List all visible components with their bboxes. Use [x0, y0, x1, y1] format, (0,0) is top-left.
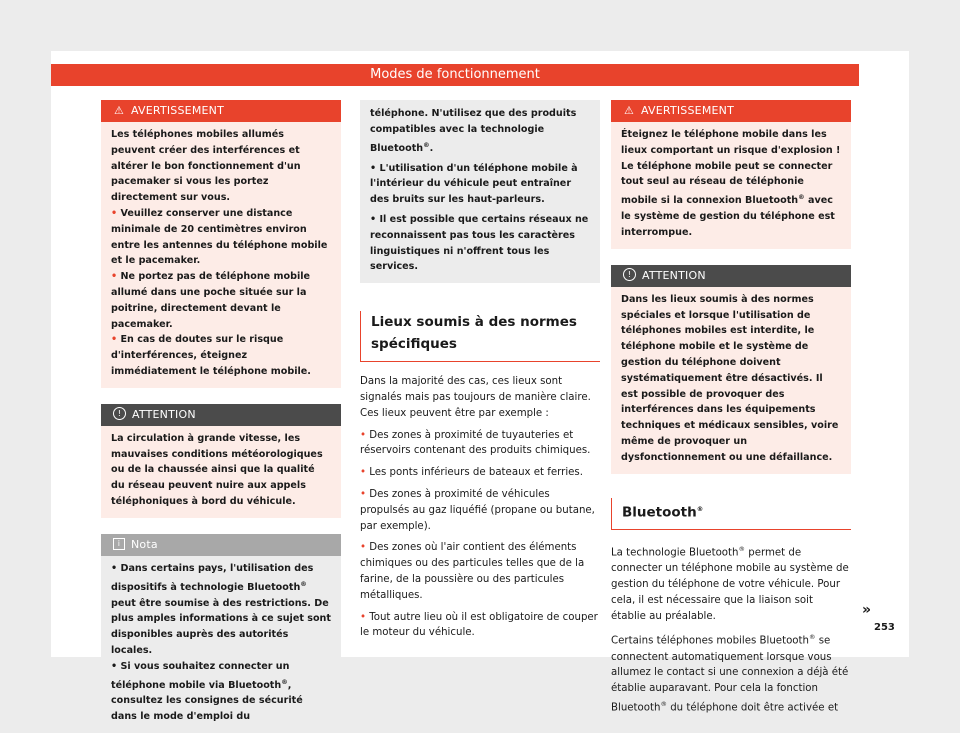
note-label: Nota: [131, 537, 158, 551]
page-header: Modes de fonctionnement: [51, 64, 859, 86]
bullet-icon: •: [111, 207, 121, 219]
note-box: [101, 534, 341, 733]
info-icon: i: [113, 538, 125, 550]
note-continued-body: [360, 100, 600, 283]
attention-label: ATTENTION: [642, 268, 706, 282]
bullet-icon: •: [360, 611, 370, 623]
attention-label: ATTENTION: [132, 407, 196, 421]
attention-header: [101, 404, 341, 426]
warning-bullet: • Ne portez pas de téléphone mobile allumé dans une poche située sur la poitrine, directement devant le pacemaker.: [111, 271, 311, 330]
bullet-icon: •: [360, 542, 370, 554]
bullet-icon: •: [370, 162, 380, 174]
warning-label: AVERTISSEMENT: [641, 104, 735, 117]
note-continued-text: téléphone. N'utilisez que des produits compatibles avec la technologie Bluetooth®.: [370, 108, 577, 154]
continued-marker: »: [862, 602, 872, 618]
bluetooth-paragraph: Certains téléphones mobiles Bluetooth® se connectent automatiquement lorsque vous allumez le contact si une connexion a déjà été établie auparavant. Pour cela la fonction Bluetooth® du téléphone doit être activée et: [611, 633, 849, 714]
warning-bullet: • Veuillez conserver une distance minimale de 20 centimètres environ entre les antennes du téléphone mobile et le pacemaker.: [111, 207, 328, 267]
bullet-icon: •: [370, 213, 380, 225]
warning-label: AVERTISSEMENT: [131, 104, 225, 117]
bullet-icon: •: [360, 429, 370, 441]
attention-text: Dans les lieux soumis à des normes spéciales et lorsque l'utilisation de téléphones mobiles est interdite, le téléphone mobile et le système de gestion du téléphone doivent systématiquement être désactivés. Il est possible de provoquer des interférences dans les équipements techniques et médicaux sensibles, voire même de provoquer un dysfonctionnement ou une défaillance.: [621, 293, 839, 463]
list-item: • Des zones à proximité de tuyauteries et réservoirs contenant des produits chimiques.: [360, 429, 591, 457]
list-item: • Des zones où l'air contient des éléments chimiques ou des particules telles que de la farine, de la poussière ou des particules métalliques.: [360, 542, 585, 601]
bullet-icon: •: [360, 467, 370, 479]
bullet-icon: •: [111, 660, 121, 672]
note-bullet: • Si vous souhaitez connecter un téléphone mobile via Bluetooth®, consultez les consignes de sécurité dans le mode d'emploi du: [111, 660, 303, 723]
exclamation-circle-icon: !: [623, 268, 636, 281]
column-middle: [360, 100, 600, 647]
section-intro: Dans la majorité des cas, ces lieux sont signalés mais pas toujours de manière claire. Ces lieux peuvent être par exemple :: [360, 376, 591, 419]
bullet-icon: •: [111, 334, 121, 346]
list-item: • Des zones à proximité de véhicules propulsés au gaz liquéfié (propane ou butane, par exemple).: [360, 488, 595, 532]
attention-box: [101, 404, 341, 518]
note-bullet: • Dans certains pays, l'utilisation des dispositifs à technologie Bluetooth® peut être soumise à des restrictions. De plus amples informations à ce sujet sont disponibles auprès des autorités locales.: [111, 562, 331, 656]
bullet-icon: •: [111, 562, 121, 574]
note-bullet: • L'utilisation d'un téléphone mobile à l'intérieur du véhicule peut entraîner des bruits sur les haut-parleurs.: [370, 162, 578, 206]
warning-box: [611, 100, 851, 249]
column-left: [101, 100, 341, 733]
warning-bullet: • En cas de doutes sur le risque d'interférences, éteignez immédiatement le téléphone mobile.: [111, 334, 311, 377]
note-bullet: • Il est possible que certains réseaux ne reconnaissent pas tous les caractères linguistiques ni n'offrent tous les services.: [370, 213, 589, 273]
warning-text: Éteignez le téléphone mobile dans les lieux comportant un risque d'explosion ! Le téléphone mobile peut se connecter tout seul au réseau de téléphonie mobile si la connexion Bluetooth® avec le système de gestion du téléphone est interrompue.: [621, 129, 841, 238]
exclamation-circle-icon: !: [113, 407, 126, 420]
attention-box: [611, 265, 851, 474]
list-item: • Les ponts inférieurs de bateaux et ferries.: [360, 467, 583, 479]
note-header: [101, 534, 341, 556]
page-number: 253: [874, 622, 895, 633]
warning-body: [101, 122, 341, 388]
bullet-icon: •: [360, 488, 370, 500]
section-title-bluetooth: Bluetooth®: [611, 498, 851, 531]
warning-triangle-icon: ⚠: [623, 104, 635, 117]
bluetooth-paragraph: La technologie Bluetooth® permet de connecter un téléphone mobile au système de gestion du téléphone de votre véhicule. Pour cela, il est nécessaire que la liaison soit établie au préalable.: [611, 545, 849, 622]
column-right: [611, 100, 851, 722]
attention-body: [101, 426, 341, 518]
note-body: [101, 556, 341, 733]
warning-intro: Les téléphones mobiles allumés peuvent créer des interférences et altérer le bon fonctionnement d'un pacemaker si vous les portez directement sur vous.: [111, 129, 301, 204]
attention-header: [611, 265, 851, 287]
warning-body: [611, 122, 851, 249]
warning-header: [611, 100, 851, 122]
attention-text: La circulation à grande vitesse, les mauvaises conditions météorologiques ou de la chaussée ainsi que la qualité du réseau peuvent nuire aux appels téléphoniques à bord du véhicule.: [111, 432, 323, 507]
warning-box: [101, 100, 341, 388]
section-title-special-places: Lieux soumis à des normes spécifiques: [360, 311, 600, 362]
warning-triangle-icon: ⚠: [113, 104, 125, 117]
warning-header: [101, 100, 341, 122]
list-item: • Tout autre lieu où il est obligatoire de couper le moteur du véhicule.: [360, 611, 598, 639]
note-box-continued: [360, 100, 600, 283]
bullet-icon: •: [111, 271, 121, 283]
attention-body: [611, 287, 851, 474]
